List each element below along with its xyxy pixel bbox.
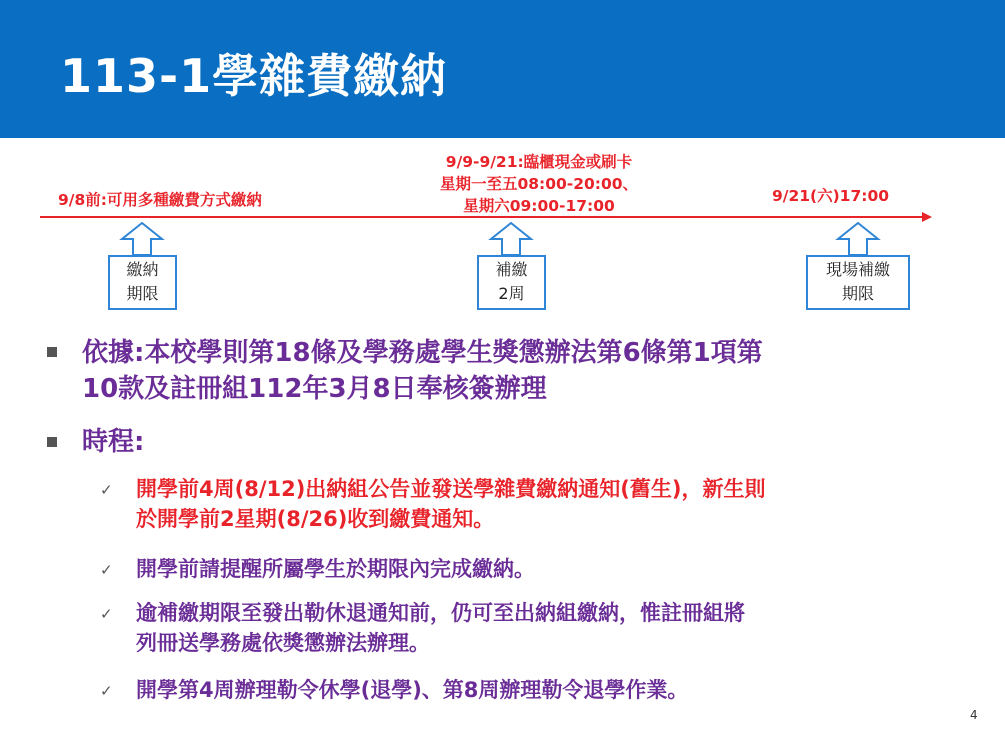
checkmark-icon: ✓ xyxy=(100,561,113,579)
basis-line-2: 10款及註冊組112年3月8日奉核簽辦理 xyxy=(82,374,547,404)
timeline-label-deadline: 9/21(六)17:00 xyxy=(772,187,890,205)
box-line: 期限 xyxy=(841,284,874,303)
schedule-heading: 時程: xyxy=(82,427,145,457)
schedule-item-2 xyxy=(136,554,535,584)
basis-paragraph xyxy=(82,335,763,407)
basis-line-1: 依據:本校學則第18條及學務處學生獎懲辦法第6條第1項第 xyxy=(82,338,763,368)
schedule-item-line: 逾補繳期限至發出勒休退通知前，仍可至出納組繳納，惟註冊組將 xyxy=(136,601,745,625)
schedule-item-line: 開學第4周辦理勒令休學(退學)、第8周辦理勒令退學作業。 xyxy=(136,678,689,702)
up-arrow-icon xyxy=(491,223,531,255)
checkmark-icon: ✓ xyxy=(100,682,113,700)
box-line: 繳納 xyxy=(126,260,159,279)
counter-line-3: 星期六09:00-17:00 xyxy=(463,197,615,215)
schedule-item-1 xyxy=(136,474,766,534)
up-arrow-icon xyxy=(122,223,162,255)
square-bullet-icon xyxy=(47,347,57,357)
page-number: 4 xyxy=(970,708,978,722)
counter-line-2: 星期一至五08:00-20:00、 xyxy=(439,175,639,193)
timeline-label-before: 9/8前:可用多種繳費方式繳納 xyxy=(58,191,262,209)
square-bullet-icon xyxy=(47,437,57,447)
box-line: 補繳 xyxy=(495,260,528,279)
schedule-item-4 xyxy=(136,675,688,705)
payment-deadline-box xyxy=(108,255,177,310)
checkmark-icon: ✓ xyxy=(100,481,113,499)
slide-title: 113-1學雜費繳納 xyxy=(60,49,448,103)
box-line: 期限 xyxy=(126,284,159,303)
up-arrow-icon xyxy=(838,223,878,255)
box-line: 現場補繳 xyxy=(825,260,890,279)
schedule-item-line: 開學前請提醒所屬學生於期限內完成繳納。 xyxy=(136,557,535,581)
counter-line-1: 9/9-9/21:臨櫃現金或刷卡 xyxy=(445,153,633,171)
schedule-item-3 xyxy=(136,598,745,658)
schedule-item-line: 列冊送學務處依獎懲辦法辦理。 xyxy=(136,631,430,655)
late-payment-box xyxy=(477,255,546,310)
checkmark-icon: ✓ xyxy=(100,605,113,623)
box-line: 2周 xyxy=(498,284,525,303)
schedule-item-line: 於開學前2星期(8/26)收到繳費通知。 xyxy=(136,507,495,531)
schedule-item-line: 開學前4周(8/12)出納組公告並發送學雜費繳納通知(舊生)，新生則 xyxy=(136,477,766,501)
onsite-deadline-box xyxy=(806,255,910,310)
timeline-label-counter xyxy=(404,151,674,217)
timeline-arrowhead xyxy=(922,212,932,222)
